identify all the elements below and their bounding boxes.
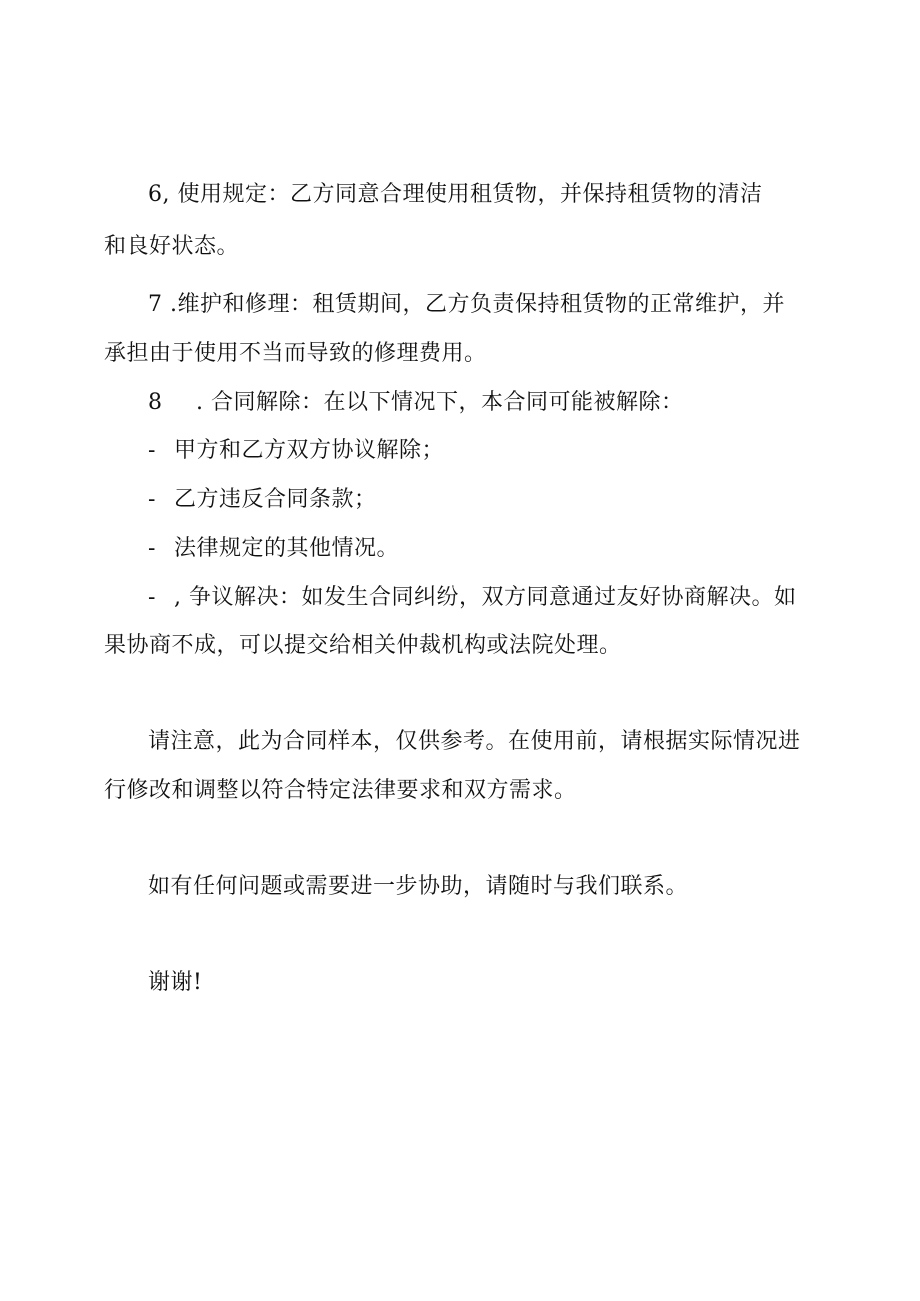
section-7-line-2: 承担由于使用不当而导致的修理费用。 xyxy=(104,341,487,366)
note-line-2: 行修改和调整以符合特定法律要求和双方需求。 xyxy=(104,778,577,803)
section-8-text: . 合同解除：在以下情况下，本合同可能被解除： xyxy=(196,390,684,415)
dispute-line-2: 果协商不成，可以提交给相关仲裁机构或法院处理。 xyxy=(104,633,622,658)
list-item xyxy=(148,584,797,612)
list-item-text: , 争议解决：如发生合同纠纷，双方同意通过友好协商解决。如 xyxy=(174,585,797,610)
list-item xyxy=(148,437,444,465)
list-item xyxy=(148,535,399,563)
section-8-number: 8 xyxy=(148,390,163,415)
bullet-dash: - xyxy=(148,487,156,512)
list-item xyxy=(148,486,377,514)
section-6-line-1: 6, 使用规定：乙方同意合理使用租赁物，并保持租赁物的清洁 xyxy=(148,182,763,207)
list-item-text: 法律规定的其他情况。 xyxy=(174,536,400,561)
note-line-1: 请注意，此为合同样本，仅供参考。在使用前，请根据实际情况进 xyxy=(148,729,801,754)
contact-paragraph: 如有任何问题或需要进一步协助，请随时与我们联系。 xyxy=(148,874,689,899)
section-6-line-2: 和良好状态。 xyxy=(104,234,240,259)
section-8-heading xyxy=(148,389,684,417)
list-item-text: 乙方违反合同条款； xyxy=(174,487,377,512)
section-7-line-1: 7 .维护和修理：租赁期间，乙方负责保持租赁物的正常维护，并 xyxy=(148,292,785,317)
bullet-dash: - xyxy=(148,585,156,610)
bullet-dash: - xyxy=(148,438,156,463)
bullet-dash: - xyxy=(148,536,156,561)
list-item-text: 甲方和乙方双方协议解除； xyxy=(174,438,445,463)
thanks-text: 谢谢! xyxy=(148,970,203,995)
